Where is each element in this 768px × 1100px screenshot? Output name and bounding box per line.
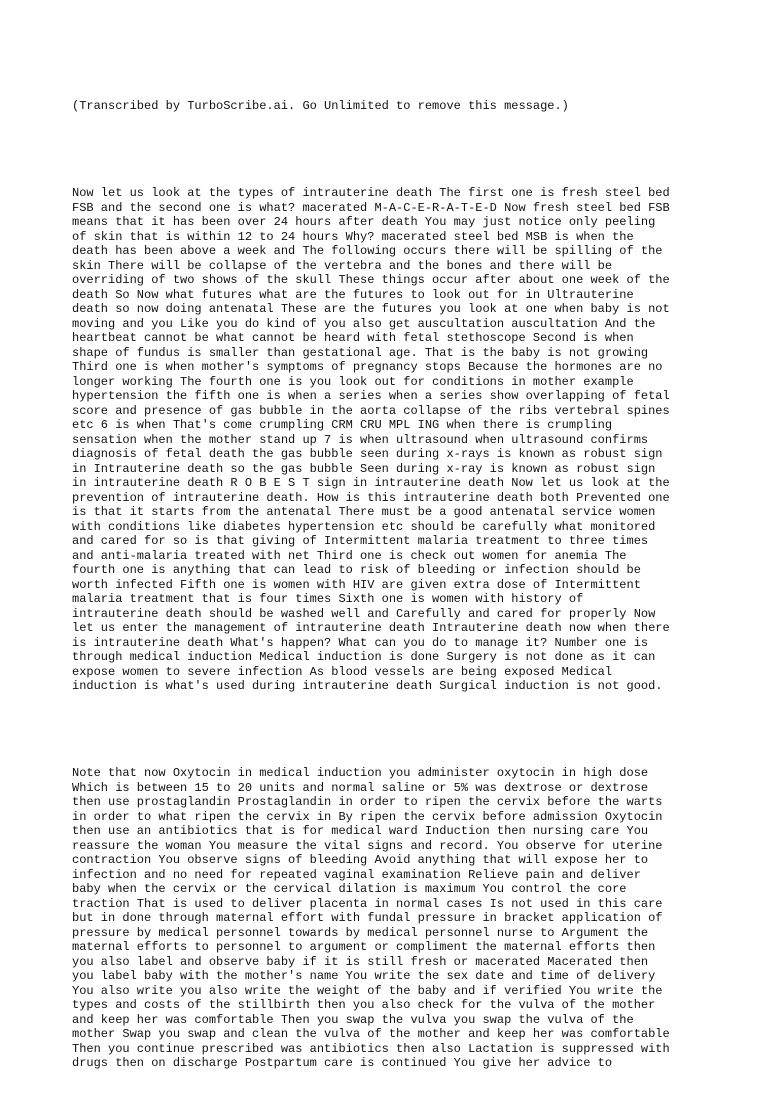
transcript-body [72,70,712,1100]
paragraph-medical-induction-care: Note that now Oxytocin in medical induction you administer oxytocin in high dose Which is between 15 to 20 units and normal saline or 5% was dextrose or dextrose then use prostaglandin Prostaglandin in order to ripen the cervix before the warts in order to what ripen the cervix in By ripen the cervix before admission Oxytocin then use an antibiotics that is for medical ward Induction then nursing care You reassure the woman You measure the vital signs and record. You observe for uterine contraction You observe signs of bleeding Avoid anything that will expose her to infection and no need for repeated vaginal examination Relieve pain and deliver baby when the cervix or the cervical dilation is maximum You control the core traction That is used to deliver placenta in normal cases Is not used in this care but in done through maternal effort with fundal pressure in bracket application of pressure by medical personnel towards by medical personnel nurse to Argument the maternal efforts to personnel to argument or compliment the maternal efforts then you also label and observe baby if it is still fresh or macerated Macerated then you label baby with the mother's name You write the sex date and time of delivery You also write you also write the weight of the baby and if verified You write the types and costs of the stillbirth then you also check for the vulva of the mother and keep her was comfortable Then you swap the vulva you swap the vulva of the mother Swap you swap and clean the vulva of the mother and keep her was comfortable Then you continue prescribed was antibiotics then also Lactation is suppressed with drugs then on discharge Postpartum care is continued You give her advice to [72,766,670,1070]
paragraph-types-prevention-management: Now let us look at the types of intrauterine death The first one is fresh steel bed FSB and the second one is what? macerated M-A-C-E-R-A-T-E-D Now fresh steel bed FSB means that it has been over 24 hours after death You may just notice only peeling of skin that is within 12 to 24 hours Why? macerated steel bed MSB is when the death has been above a week and The following occurs there will be spilling of the skin There will be collapse of the vertebra and the bones and there will be overriding of two shows of the skull These things occur after about one week of the death So Now what futures what are the futures to look out for in Ultrauterine death so now doing antenatal These are the futures you look at one when baby is not moving and you Like you do kind of you also get auscultation auscultation And the heartbeat cannot be what cannot be heard with fetal stethoscope Second is when shape of fundus is smaller than gestational age. That is the baby is not growing Third one is when mother's symptoms of pregnancy stops Because the hormones are no longer working The fourth one is you look out for conditions in mother example hypertension the fifth one is when a series when a series show overlapping of fetal score and presence of gas bubble in the aorta collapse of the ribs vertebral spines etc 6 is when That's come crumpling CRM CRU MPL ING when there is crumpling sensation when the mother stand up 7 is when ultrasound when ultrasound confirms diagnosis of fetal death the gas bubble seen during x-rays is known as robust sign in Intrauterine death so the gas bubble Seen during x-ray is known as robust sign in intrauterine death R O B E S T sign in intrauterine death Now let us look at the prevention of intrauterine death. How is this intrauterine death both Prevented one is that it starts from the antenatal There must be a good antenatal service women with conditions like diabetes hypertension etc should be carefully what monitored and cared for so is that giving of Intermittent malaria treatment to three times and anti-malaria treated with net Third one is check out women for anemia The fourth one is anything that can lead to risk of bleeding or infection should be worth infected Fifth one is women with HIV are given extra dose of Intermittent malaria treatment that is four times Sixth one is women with history of intrauterine death should be washed well and Carefully and cared for properly Now let us enter the management of intrauterine death Intrauterine death now when there is intrauterine death What's happen? What can you do to manage it? Number one is through medical induction Medical induction is done Surgery is not done as it can expose women to severe infection As blood vessels are being exposed Medical induction is what's used during intrauterine death Surgical induction is not good. [72,186,670,693]
paragraph-spacer [72,143,712,158]
paragraph-spacer [72,723,712,738]
transcription-notice: (Transcribed by TurboScribe.ai. Go Unlimited to remove this message.) [72,99,569,113]
